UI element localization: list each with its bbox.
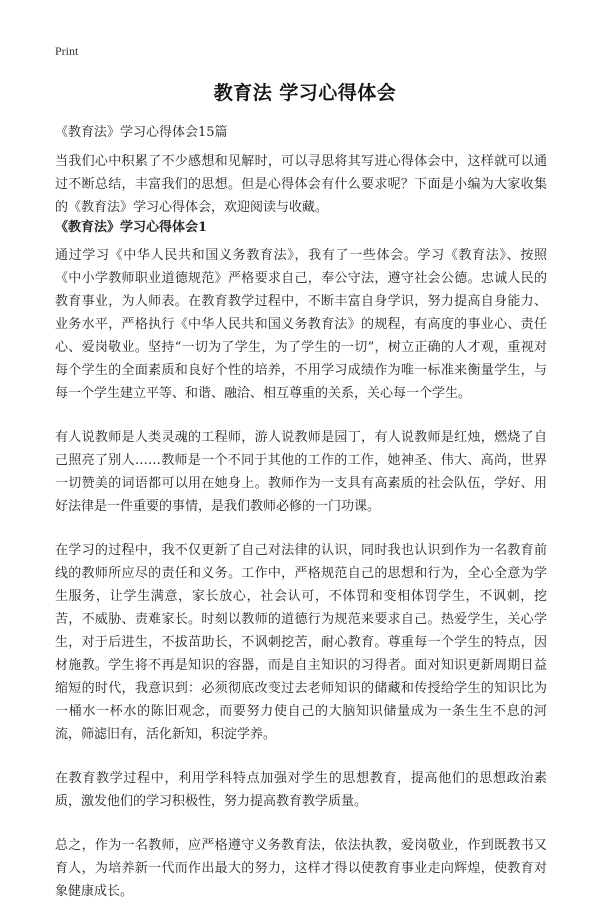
intro-paragraph: 当我们心中积累了不少感想和见解时，可以寻思将其写进心得体会中，这样就可以通过不断总结，丰富我们的思想。但是心得体会有什么要求呢？下面是小编为大家收集的《教育法》学习心得体会，欢迎阅读与收藏。 [55,154,547,215]
document-subtitle: 《教育法》学习心得体会15篇 [55,125,228,140]
body-paragraph: 通过学习《中华人民共和国义务教育法》，我有了一些体会。学习《教育法》、按照《中小学教师职业道德规范》严格要求自己，奉公守法，遵守社会公德。忠诚人民的教育事业，为人师表。在教育教学过程中，不断丰富自身学识，努力提高自身能力、业务水平，严格执行《中华人民共和国义务教育法》的规程，有高度的事业心、责任心、爱岗敬业。坚持“一切为了学生，为了学生的一切”，树立正确的人才观，重视对每个学生的全面素质和良好个性的培养，不用学习成绩作为唯一标准来衡量学生，与每一个学生建立平等、和谐、融洽、相互尊重的关系，关心每一个学生。 [55,248,547,401]
print-link[interactable]: Print [55,44,79,58]
body-paragraph: 在学习的过程中，我不仅更新了自己对法律的认识，同时我也认识到作为一名教育前线的教师所应尽的责任和义务。工作中，严格规范自己的思想和行为，全心全意为学生服务，让学生满意，家长放心，社会认可，不体罚和变相体罚学生，不讽刺，挖苦，不威胁、责难家长。时刻以教师的道德行为规范来要求自己。热爱学生，关心学生，对于后进生，不拔苗助长，不讽刺挖苦，耐心教育。尊重每一个学生的特点，因材施教。学生将不再是知识的容器，而是自主知识的习得者。面对知识更新周期日益缩短的时代，我意识到：必须彻底改变过去老师知识的储藏和传授给学生的知识比为一桶水一杯水的陈旧观念，而要努力使自己的大脑知识储量成为一条生生不息的河流，筛滤旧有，活化新知，积淀学养。 [55,543,547,742]
section-heading: 《教育法》学习心得体会1 [55,220,208,235]
body-paragraph: 总之，作为一名教师，应严格遵守义务教育法，依法执教，爱岗敬业，作到既教书又育人，为培养新一代而作出最大的努力，这样才得以使教育事业走向辉煌，使教育对象健康成长。 [55,838,547,899]
body-paragraph: 在教育教学过程中，利用学科特点加强对学生的思想教育，提高他们的思想政治素质，激发他们的学习积极性，努力提高教育教学质量。 [55,771,547,809]
body-paragraph: 有人说教师是人类灵魂的工程师，游人说教师是园丁，有人说教师是红烛，燃烧了自己照亮了别人……教师是一个不同于其他的工作的工作，她神圣、伟大、高尚，世界一切赞美的词语都可以用在她身上。教师作为一支具有高素质的社会队伍，学好、用好法律是一件重要的事情，是我们教师必修的一门功课。 [55,430,547,514]
article-body [55,244,547,924]
page-title: 教育法 学习心得体会 [213,82,397,104]
